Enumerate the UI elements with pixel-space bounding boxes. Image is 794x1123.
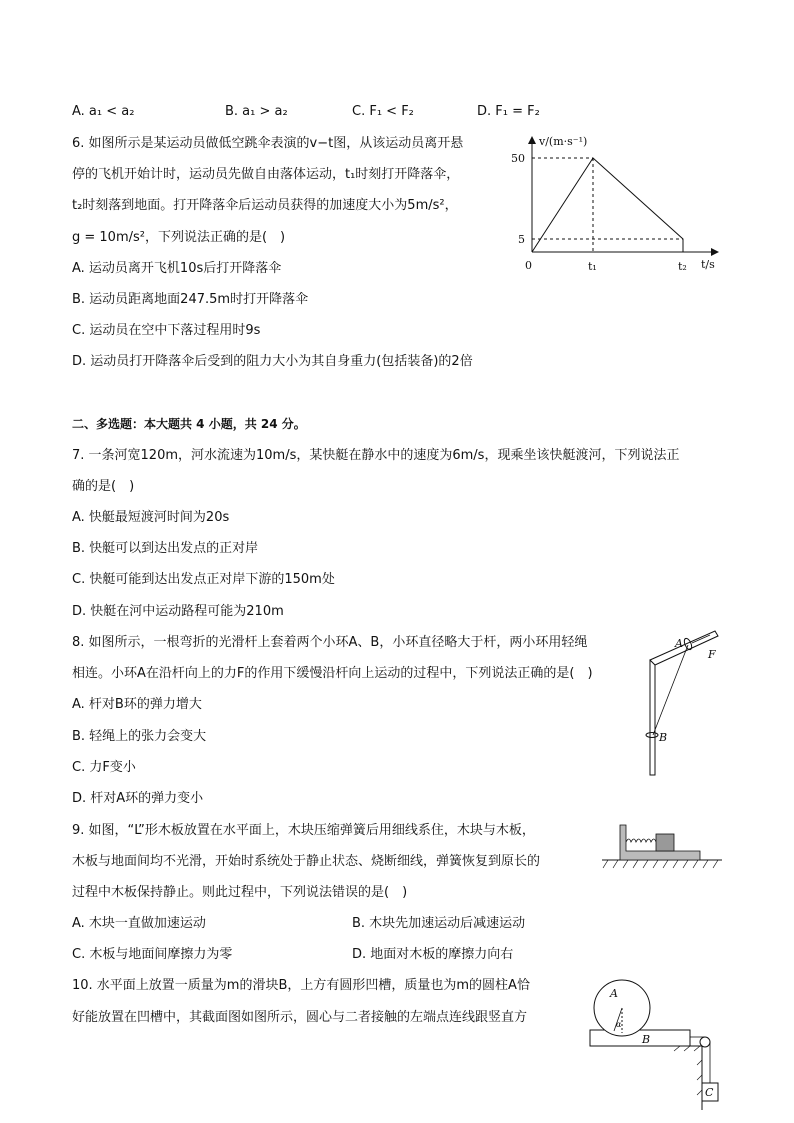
q6-stem-line-3: t₂时刻落到地面。打开降落伞后运动员获得的加速度大小为5m/s²，: [72, 198, 458, 213]
q7-stem-line-2: 确的是( ): [72, 479, 135, 494]
q6-option-d: D. 运动员打开降落伞后受到的阻力大小为其自身重力(包括装备)的2倍: [72, 354, 473, 369]
q9-option-b: B. 木块先加速运动后减速运动: [352, 916, 526, 931]
slider-b: [590, 1030, 690, 1046]
label-b: B: [642, 1033, 651, 1046]
label-f: F: [708, 648, 716, 661]
q7-option-a: A. 快艇最短渡河时间为20s: [72, 510, 230, 525]
origin-label: 0: [525, 259, 532, 272]
label-b: B: [659, 731, 668, 744]
q6-option-b: B. 运动员距离地面247.5m时打开降落伞: [72, 292, 309, 307]
q9-stem-line-1: 9. 如图，“L”形木板放置在水平面上，木块压缩弹簧后用细线系住，木块与木板，: [72, 823, 535, 838]
q9-board-figure: [600, 820, 725, 875]
section-2-title: 二、多选题：本大题共 4 小题，共 24 分。: [72, 417, 306, 431]
q6-stem-line-4: g = 10m/s²，下列说法正确的是( ): [72, 230, 286, 245]
q8-option-a: A. 杆对B环的弹力增大: [72, 697, 202, 712]
block: [656, 834, 674, 851]
q5-option-d: D. F₁ = F₂: [477, 104, 540, 119]
q8-stem-line-2: 相连。小环A在沿杆向上的力F的作用下缓慢沿杆向上运动的过程中，下列说法正确的是( ): [72, 666, 593, 681]
label-a: A: [675, 637, 683, 650]
q8-option-b: B. 轻绳上的张力会变大: [72, 729, 207, 744]
q8-option-c: C. 力F变小: [72, 760, 136, 775]
label-a: A: [610, 987, 618, 1000]
pulley: [700, 1037, 710, 1047]
label-alpha: α: [616, 1020, 622, 1029]
q8-rod-figure: [630, 625, 730, 780]
q9-stem-line-2: 木板与地面间均不光滑，开始时系统处于静止状态、烧断细线，弹簧恢复到原长的: [72, 854, 541, 869]
q6-vt-graph: [505, 130, 730, 280]
q10-stem-line-1: 10. 水平面上放置一质量为m的滑块B，上方有圆形凹槽，质量也为m的圆柱A恰: [72, 978, 530, 993]
y-axis-label: v/(m·s⁻¹): [539, 135, 588, 148]
q7-stem-line-1: 7. 一条河宽120m，河水流速为10m/s，某快艇在静水中的速度为6m/s，现乘坐该快艇渡河，下列说法正: [72, 448, 680, 463]
q9-option-a: A. 木块一直做加速运动: [72, 916, 206, 931]
q6-option-a: A. 运动员离开飞机10s后打开降落伞: [72, 261, 282, 276]
q5-option-b: B. a₁ > a₂: [225, 104, 288, 119]
tick-50: 50: [511, 152, 525, 165]
q9-option-d: D. 地面对木板的摩擦力向右: [352, 947, 514, 962]
q7-option-d: D. 快艇在河中运动路程可能为210m: [72, 604, 284, 619]
t1-label: t₁: [588, 260, 597, 273]
t2-label: t₂: [678, 260, 687, 273]
x-axis-label: t/s: [701, 258, 715, 271]
q7-option-c: C. 快艇可能到达出发点正对岸下游的150m处: [72, 572, 335, 587]
q10-stem-line-2: 好能放置在凹槽中，其截面图如图所示，圆心与二者接触的左端点连线跟竖直方: [72, 1010, 528, 1025]
q6-stem-line-2: 停的飞机开始计时，运动员先做自由落体运动，t₁时刻打开降落伞，: [72, 167, 460, 182]
q8-stem-line-1: 8. 如图所示，一根弯折的光滑杆上套着两个小环A、B，小环直径略大于杆，两小环用轻绳: [72, 635, 588, 650]
q7-option-b: B. 快艇可以到达出发点的正对岸: [72, 541, 259, 556]
q9-stem-line-3: 过程中木板保持静止。则此过程中，下列说法错误的是( ): [72, 885, 408, 900]
q10-figure: [580, 975, 725, 1115]
q9-option-c: C. 木板与地面间摩擦力为零: [72, 947, 233, 962]
q5-option-c: C. F₁ < F₂: [352, 104, 414, 119]
label-c: C: [705, 1086, 714, 1099]
q5-option-a: A. a₁ < a₂: [72, 104, 135, 119]
vt-curve: [532, 158, 683, 252]
tick-5: 5: [518, 233, 525, 246]
spring: [626, 839, 656, 842]
q6-option-c: C. 运动员在空中下落过程用时9s: [72, 323, 261, 338]
q6-stem-line-1: 6. 如图所示是某运动员做低空跳伞表演的v−t图，从该运动员离开悬: [72, 136, 464, 151]
q8-option-d: D. 杆对A环的弹力变小: [72, 791, 204, 806]
